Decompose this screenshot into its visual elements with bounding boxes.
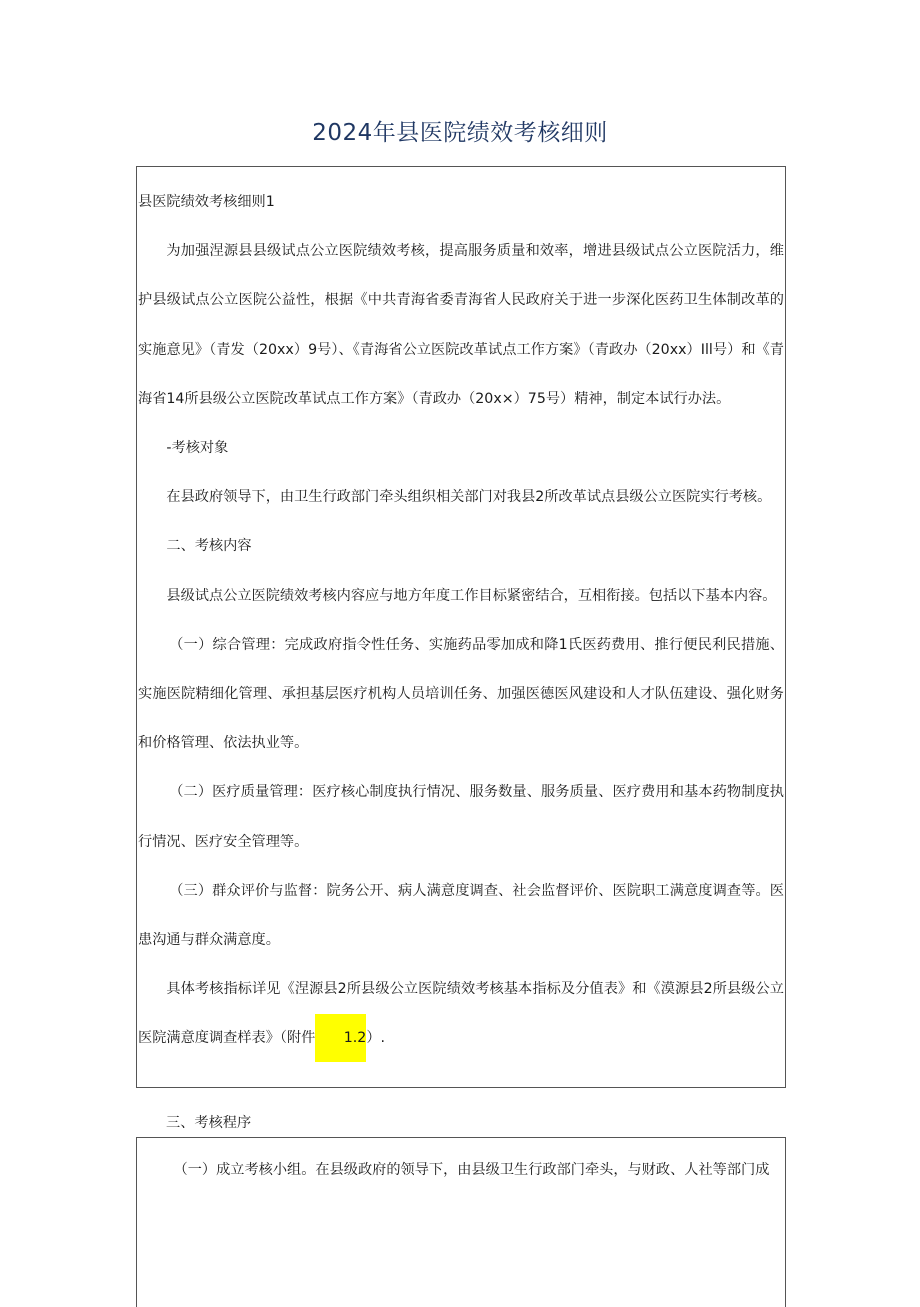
document-heading: 县医院绩效考核细则1 bbox=[138, 194, 275, 210]
section-2-title: 二、考核内容 bbox=[166, 538, 252, 555]
indicators-text-end: ）. bbox=[366, 1030, 386, 1047]
indicators-paragraph bbox=[138, 965, 784, 1063]
content-item-2: （二）医疗质量管理：医疗核心制度执行情况、服务数量、服务质量、医疗费用和基本药物制度执行情况、医疗安全管理等。 bbox=[138, 784, 784, 850]
section-1-title: -考核对象 bbox=[166, 440, 229, 457]
section-3-item-1: （一）成立考核小组。在县级政府的领导下，由县级卫生行政部门牵头，与财政、人社等部门成 bbox=[173, 1162, 770, 1178]
document-body bbox=[138, 178, 784, 1064]
highlighted-attachment-ref: 1.2 bbox=[315, 1014, 366, 1062]
section-1-text: 在县政府领导下，由卫生行政部门牵头组织相关部门对我县2所改革试点县级公立医院实行考核。 bbox=[166, 489, 772, 506]
intro-paragraph: 为加强涅源县县级试点公立医院绩效考核，提高服务质量和效率，增进县级试点公立医院活力，维护县级试点公立医院公益性，根据《中共青海省委青海省人民政府关于进一步深化医药卫生体制改革的实施意见》（青发（20xx）9号）、《青海省公立医院改革试点工作方案》（青政办（20xx）Ill号）和《青海省14所县级公立医院改革试点工作方案》（青政办（20x×）75号）精神，制定本试行办法。 bbox=[138, 243, 784, 407]
content-item-3: （三）群众评价与监督：院务公开、病人满意度调查、社会监督评价、医院职工满意度调查等。医患沟通与群众满意度。 bbox=[138, 882, 784, 949]
document-title: 2024年县医院绩效考核细则 bbox=[312, 120, 608, 146]
section-2-text: 县级试点公立医院绩效考核内容应与地方年度工作目标紧密结合，互相衔接。包括以下基本内容。 bbox=[166, 587, 777, 604]
section-3-title: 三、考核程序 bbox=[166, 1115, 252, 1131]
indicators-text: 具体考核指标详见《涅源县2所县级公立医院绩效考核基本指标及分值表》和《漠源县2所县级公立医院满意度调查样表》（附件 bbox=[138, 981, 784, 1047]
content-item-1: （一）综合管理：完成政府指令性任务、实施药品零加成和降1氏医药费用、推行便民利民措施、实施医院精细化管理、承担基层医疗机构人员培训任务、加强医德医风建设和人才队伍建设、强化财务和价格管理、依法执业等。 bbox=[138, 636, 784, 752]
